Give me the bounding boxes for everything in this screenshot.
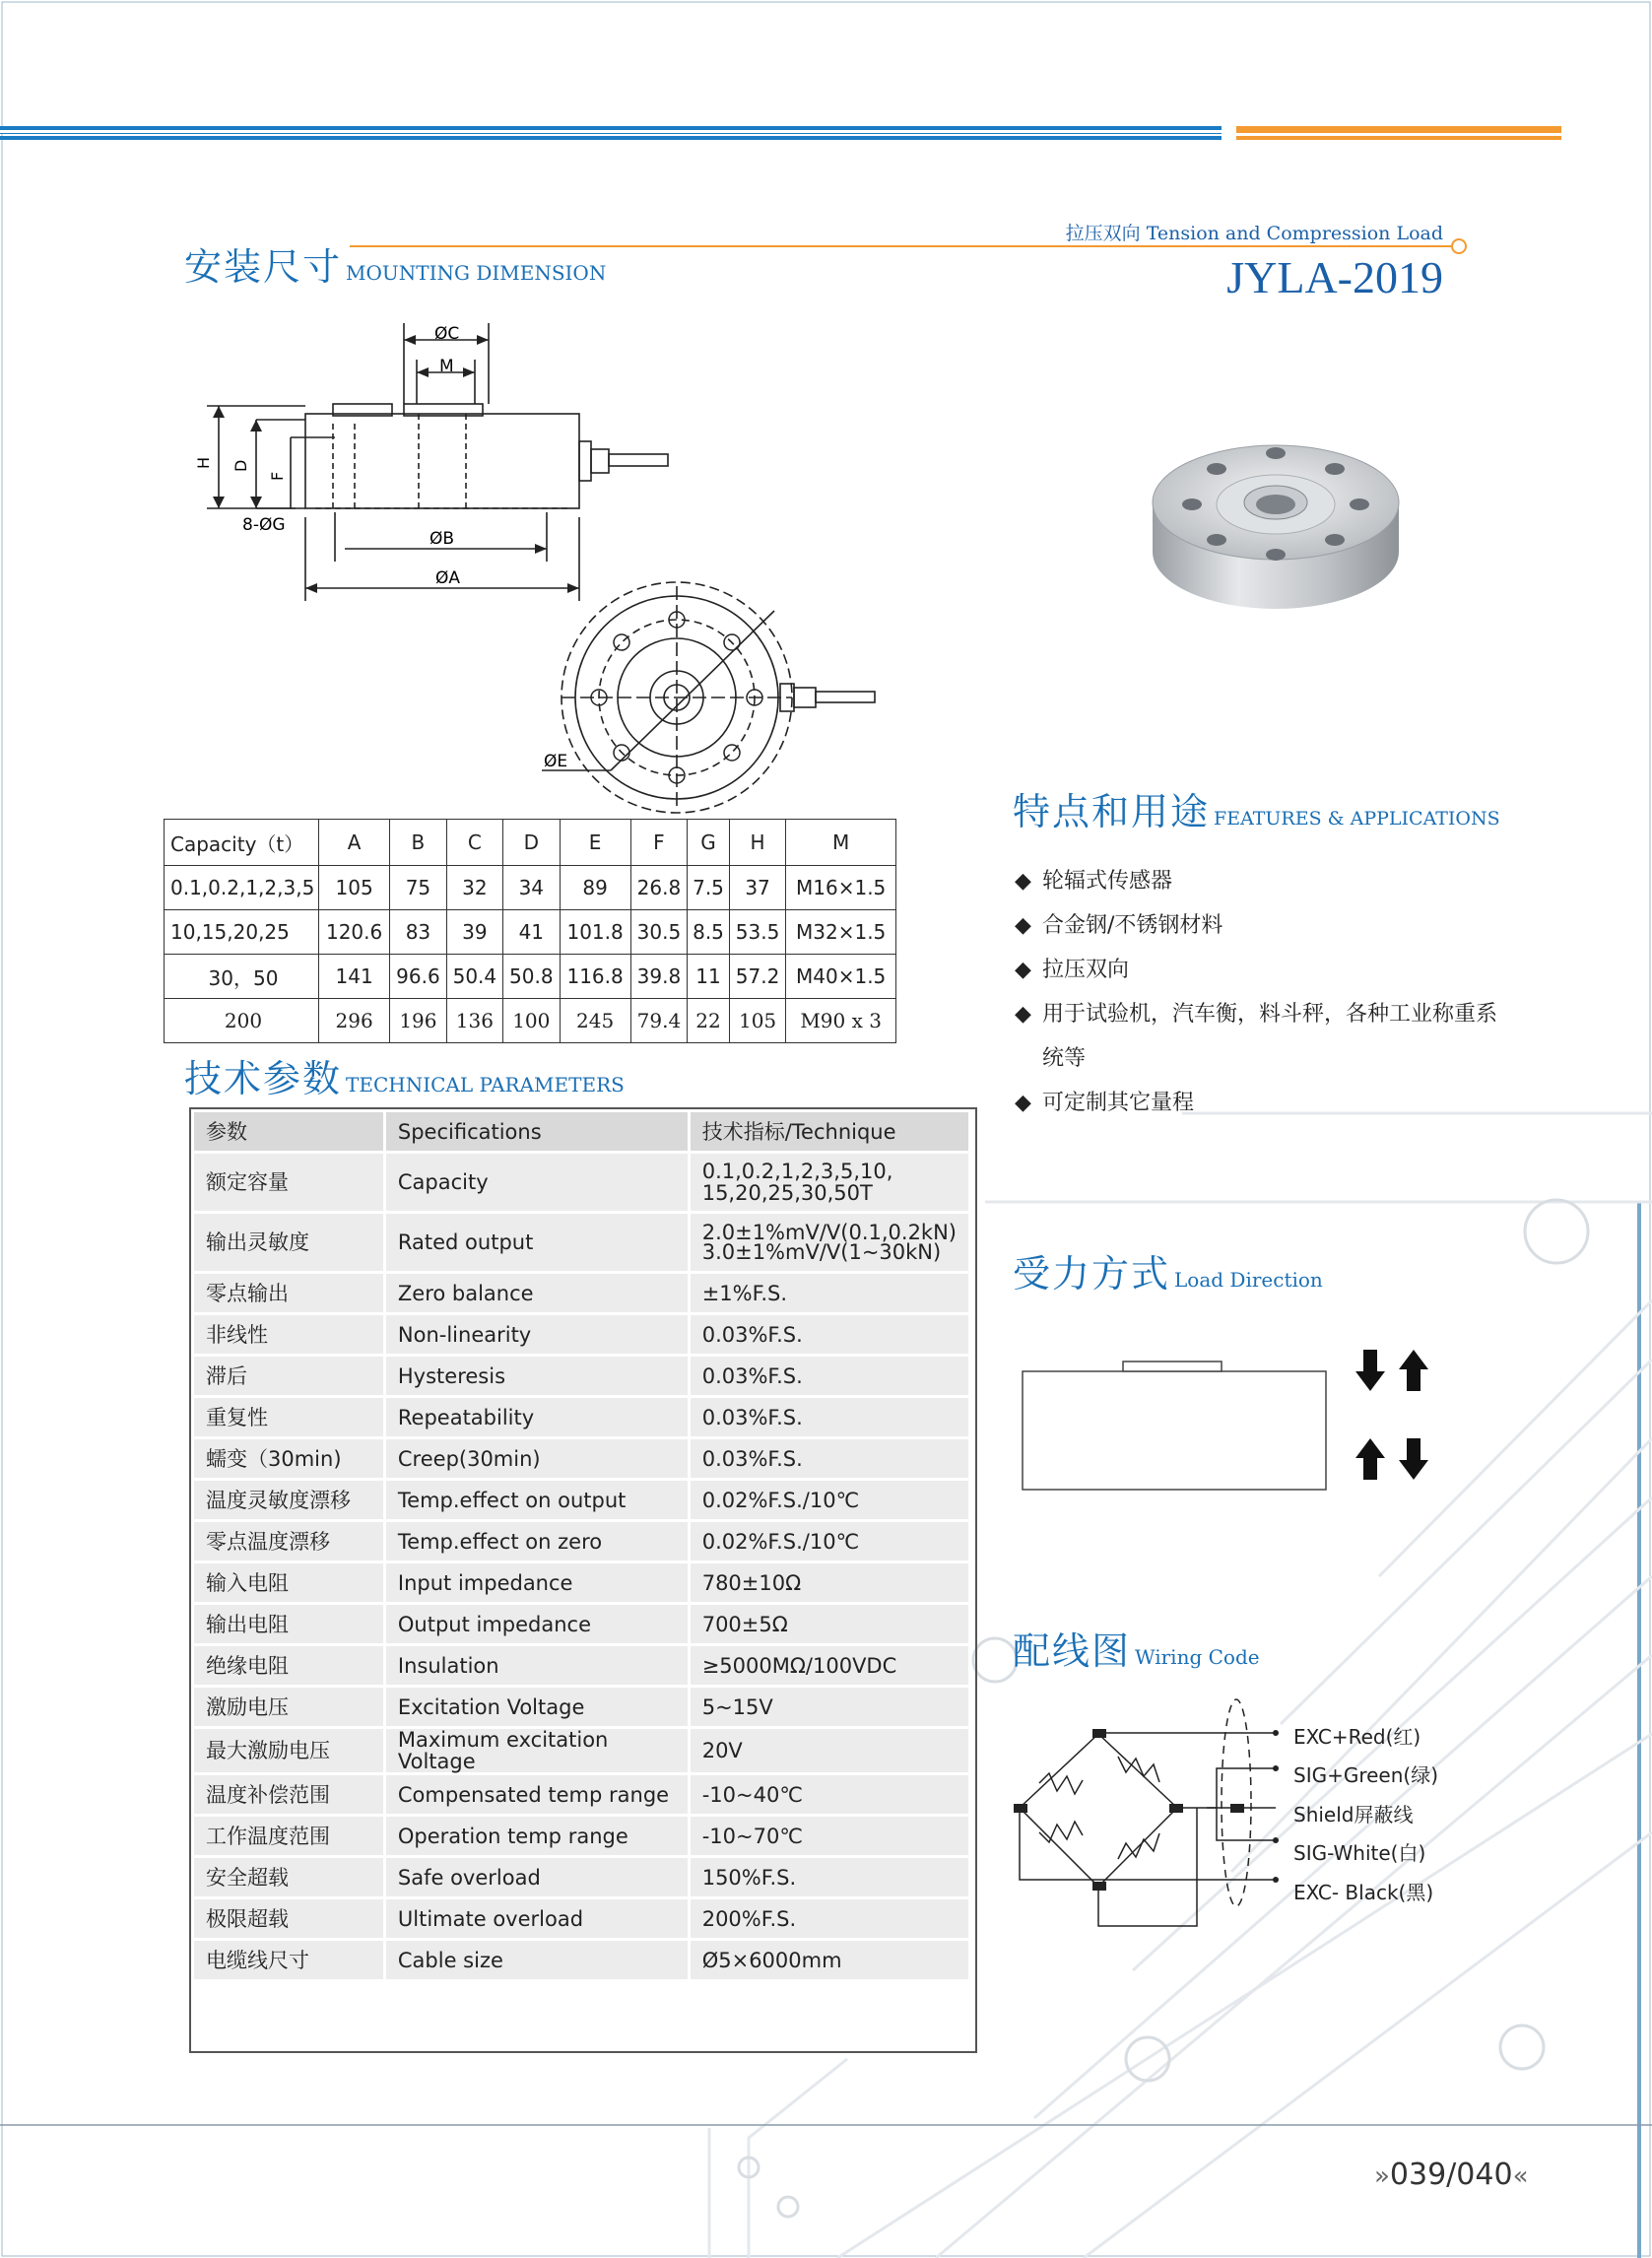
model-number: JYLA-2019: [1226, 252, 1443, 302]
tech-cell-en: Hysteresis: [384, 1356, 689, 1397]
tech-header-cell: 技术指标/Technique: [689, 1111, 969, 1153]
tech-cell-cn: 零点温度漂移: [193, 1521, 385, 1562]
dim-cell: 79.4: [630, 999, 687, 1043]
dim-header-cell: M: [786, 820, 896, 866]
tech-cell-value: [689, 1213, 969, 1273]
tech-value-line: 0.1,0.2,1,2,3,5,10,: [701, 1160, 893, 1183]
dim-header-cell: H: [729, 820, 785, 866]
dim-cell: 8.5: [688, 910, 730, 955]
table-row: [193, 1816, 970, 1857]
tech-cell-en: Operation temp range: [384, 1816, 689, 1857]
technical-title-en: TECHNICAL PARAMETERS: [346, 1073, 625, 1096]
tech-cell-value: 700±5Ω: [689, 1604, 969, 1645]
list-item: [1015, 948, 1497, 992]
double-chevron-left-icon: «: [1512, 2161, 1529, 2191]
tech-cell-cn: 输出灵敏度: [193, 1213, 385, 1273]
tech-cell-cn: 非线性: [193, 1314, 385, 1356]
table-row: [193, 1728, 970, 1774]
tech-cell-en: Excitation Voltage: [384, 1687, 689, 1728]
list-item: [1015, 859, 1497, 903]
list-item: [1015, 1081, 1497, 1125]
label-h: H: [194, 456, 213, 469]
feature-text: 可定制其它量程: [1042, 1091, 1195, 1115]
dim-cell: 0.1,0.2,1,2,3,5: [165, 866, 319, 910]
list-item: [1015, 903, 1497, 948]
dimension-table-header: [165, 820, 896, 866]
features-list: [1015, 859, 1497, 1125]
dim-cell: 50.8: [503, 955, 560, 999]
tech-cell-value: 0.02%F.S./10℃: [689, 1521, 969, 1562]
tech-cell-en: Rated output: [384, 1213, 689, 1273]
tech-cell-cn: 零点输出: [193, 1273, 385, 1314]
tech-cell-en: Safe overload: [384, 1857, 689, 1898]
table-row: [193, 1898, 970, 1940]
bullet-icon: ◆: [1015, 1091, 1031, 1115]
table-row: [193, 1604, 970, 1645]
tech-cell-cn: 最大激励电压: [193, 1728, 385, 1774]
tech-cell-en: Compensated temp range: [384, 1774, 689, 1816]
dim-cell: M16×1.5: [786, 866, 896, 910]
tech-cell-cn: 温度补偿范围: [193, 1774, 385, 1816]
dim-header-cell: A: [319, 820, 390, 866]
feature-text: 统等: [1042, 1046, 1087, 1071]
table-row: [193, 1397, 970, 1438]
dim-cell: 83: [390, 910, 446, 955]
page-number: [1374, 2158, 1528, 2192]
dim-cell: 89: [560, 866, 630, 910]
table-row: [193, 1774, 970, 1816]
features-title: [1013, 781, 1500, 835]
dim-cell: 96.6: [390, 955, 446, 999]
tech-cell-cn: 重复性: [193, 1397, 385, 1438]
label-g: 8-ØG: [242, 515, 286, 535]
table-row: [193, 1153, 970, 1213]
tech-cell-value: 0.03%F.S.: [689, 1314, 969, 1356]
tech-cell-value: 5~15V: [689, 1687, 969, 1728]
label-oe: ØE: [544, 752, 568, 771]
tech-header-cell: Specifications: [384, 1111, 689, 1153]
tech-cell-cn: 输出电阻: [193, 1604, 385, 1645]
feature-text: 轮辐式传感器: [1042, 869, 1173, 894]
tech-header-cell: 参数: [193, 1111, 385, 1153]
dim-cell: 41: [503, 910, 560, 955]
dim-cell: 32: [446, 866, 502, 910]
dim-header-cell: E: [560, 820, 630, 866]
tech-cell-value: 20V: [689, 1728, 969, 1774]
dim-header-cell: Capacity（t）: [165, 820, 319, 866]
dim-cell: 245: [560, 999, 630, 1043]
tech-cell-value: 0.02%F.S./10℃: [689, 1480, 969, 1521]
dim-cell: 11: [688, 955, 730, 999]
tech-cell-value: Ø5×6000mm: [689, 1940, 969, 1981]
bullet-icon: ◆: [1015, 1002, 1031, 1027]
table-row: [165, 866, 896, 910]
bullet-icon: ◆: [1015, 913, 1031, 938]
tech-cell-cn: 工作温度范围: [193, 1816, 385, 1857]
dim-cell: 39.8: [630, 955, 687, 999]
dim-cell: 116.8: [560, 955, 630, 999]
tech-cell-en: Capacity: [384, 1153, 689, 1213]
tech-cell-en: Temp.effect on output: [384, 1480, 689, 1521]
dim-header-cell: D: [503, 820, 560, 866]
table-row: [193, 1480, 970, 1521]
table-row: [193, 1940, 970, 1981]
tech-cell-value: 0.03%F.S.: [689, 1438, 969, 1480]
table-row: [165, 910, 896, 955]
header-stripe-orange-thin: [1236, 136, 1561, 140]
tech-cell-en: Creep(30min): [384, 1438, 689, 1480]
tech-cell-en: Maximum excitation Voltage: [384, 1728, 689, 1774]
arrow-down-icon: [1399, 1438, 1428, 1480]
wire-sig-plus: SIG+Green(绿): [1293, 1763, 1439, 1787]
dim-cell: M40×1.5: [786, 955, 896, 999]
table-row: [193, 1521, 970, 1562]
label-oa: ØA: [435, 568, 461, 588]
tech-cell-en: Zero balance: [384, 1273, 689, 1314]
side-view-drawing: [187, 315, 699, 601]
dim-cell: 50.4: [446, 955, 502, 999]
table-row: [193, 1438, 970, 1480]
table-row: [193, 1314, 970, 1356]
tech-cell-value: 780±10Ω: [689, 1562, 969, 1604]
dim-header-cell: C: [446, 820, 502, 866]
dim-cell: 57.2: [729, 955, 785, 999]
table-row: [193, 1356, 970, 1397]
header-stripe-orange: [1236, 126, 1561, 133]
bullet-icon: ◆: [1015, 958, 1031, 982]
table-row: [165, 955, 896, 999]
dim-cell: 7.5: [688, 866, 730, 910]
subtitle-cn: 拉压双向: [1065, 223, 1141, 244]
load-direction-diagram: [1015, 1350, 1468, 1507]
tech-cell-en: Insulation: [384, 1645, 689, 1687]
arrow-up-icon: [1399, 1350, 1428, 1391]
tech-cell-cn: 激励电压: [193, 1687, 385, 1728]
tech-cell-value: ±1%F.S.: [689, 1273, 969, 1314]
table-row: [193, 1857, 970, 1898]
dim-cell: 75: [390, 866, 446, 910]
tech-cell-cn: 温度灵敏度漂移: [193, 1480, 385, 1521]
tech-cell-en: Repeatability: [384, 1397, 689, 1438]
dim-cell: 30.5: [630, 910, 687, 955]
technical-table: [191, 1109, 971, 1982]
features-title-en: FEATURES & APPLICATIONS: [1214, 808, 1500, 830]
dim-cell: 200: [165, 999, 319, 1043]
dim-cell: 296: [319, 999, 390, 1043]
tech-cell-en: Temp.effect on zero: [384, 1521, 689, 1562]
header-stripe-blue-thin: [0, 136, 1222, 140]
tech-cell-en: Cable size: [384, 1940, 689, 1981]
tech-cell-value: 0.03%F.S.: [689, 1356, 969, 1397]
mounting-title-cn: 安装尺寸: [184, 245, 343, 289]
tech-cell-value: 200%F.S.: [689, 1898, 969, 1940]
dim-cell: 10,15,20,25: [165, 910, 319, 955]
label-d: D: [231, 459, 250, 472]
page-number-text: 039/040: [1389, 2158, 1513, 2192]
list-item: [1015, 992, 1497, 1036]
tech-cell-cn: 蠕变（30min): [193, 1438, 385, 1480]
technical-title-cn: 技术参数: [184, 1057, 343, 1100]
dim-cell: 26.8: [630, 866, 687, 910]
dim-cell: 53.5: [729, 910, 785, 955]
label-m: M: [439, 357, 454, 376]
dim-cell: 101.8: [560, 910, 630, 955]
dim-cell: M32×1.5: [786, 910, 896, 955]
tech-cell-value: ≥5000MΩ/100VDC: [689, 1645, 969, 1687]
technical-title: [184, 1048, 625, 1102]
tech-cell-value: 0.03%F.S.: [689, 1397, 969, 1438]
dim-header-cell: F: [630, 820, 687, 866]
product-photo: [1143, 433, 1409, 640]
tech-value-line: 15,20,25,30,50T: [701, 1181, 873, 1205]
feature-text: 合金钢/不锈钢材料: [1042, 913, 1223, 938]
table-row: [193, 1213, 970, 1273]
list-item: [1015, 1036, 1497, 1081]
double-chevron-right-icon: »: [1374, 2161, 1390, 2191]
table-row: [165, 999, 896, 1043]
tech-value-line: 3.0±1%mV/V(1~30kN): [701, 1240, 942, 1264]
product-subtitle: [1066, 219, 1443, 245]
dim-cell: 196: [390, 999, 446, 1043]
dim-cell: 105: [729, 999, 785, 1043]
tech-cell-cn: 绝缘电阻: [193, 1645, 385, 1687]
wire-exc-plus: EXC+Red(红): [1293, 1725, 1421, 1749]
dim-cell: 30，50: [165, 955, 319, 999]
dim-cell: 105: [319, 866, 390, 910]
tech-value-line: 2.0±1%mV/V(0.1,0.2kN): [701, 1221, 957, 1244]
wire-shield: Shield屏蔽线: [1293, 1803, 1414, 1826]
wire-sig-minus: SIG-White(白): [1293, 1841, 1426, 1865]
table-row: [193, 1687, 970, 1728]
tech-cell-en: Ultimate overload: [384, 1898, 689, 1940]
dim-header-cell: B: [390, 820, 446, 866]
tech-cell-cn: 安全超载: [193, 1857, 385, 1898]
tech-cell-cn: 滞后: [193, 1356, 385, 1397]
wiring-diagram: [1010, 1690, 1286, 1936]
dim-cell: 22: [688, 999, 730, 1043]
dim-cell: 100: [503, 999, 560, 1043]
tech-cell-value: -10~40℃: [689, 1774, 969, 1816]
tech-cell-en: Output impedance: [384, 1604, 689, 1645]
dim-cell: 141: [319, 955, 390, 999]
wiring-title-en: Wiring Code: [1135, 1645, 1260, 1669]
table-row: [193, 1645, 970, 1687]
dim-cell: 37: [729, 866, 785, 910]
tech-cell-value: 150%F.S.: [689, 1857, 969, 1898]
load-direction-title-cn: 受力方式: [1013, 1252, 1171, 1295]
subtitle-en: Tension and Compression Load: [1146, 223, 1443, 244]
label-ob: ØB: [430, 529, 455, 549]
wiring-title: [1013, 1621, 1260, 1675]
features-title-cn: 特点和用途: [1013, 790, 1211, 833]
dim-cell: M90 x 3: [786, 999, 896, 1043]
tech-cell-cn: 电缆线尺寸: [193, 1940, 385, 1981]
bullet-icon: ◆: [1015, 869, 1031, 894]
label-oc: ØC: [434, 324, 460, 344]
feature-text: 用于试验机，汽车衡，料斗秤，各种工业称重系: [1042, 1002, 1498, 1027]
dim-header-cell: G: [688, 820, 730, 866]
arrow-down-icon: [1355, 1350, 1385, 1391]
tech-cell-cn: 极限超载: [193, 1898, 385, 1940]
top-view-drawing: [522, 581, 896, 818]
feature-text: 拉压双向: [1042, 958, 1130, 982]
arrow-up-icon: [1355, 1438, 1385, 1480]
dim-cell: 34: [503, 866, 560, 910]
tech-cell-cn: 输入电阻: [193, 1562, 385, 1604]
tech-cell-en: Input impedance: [384, 1562, 689, 1604]
tech-cell-value: [689, 1153, 969, 1213]
load-direction-title: [1013, 1243, 1323, 1297]
header-stripe-gap: [0, 130, 1222, 133]
label-f: F: [268, 471, 287, 481]
technical-table-header: [193, 1111, 970, 1153]
dimension-table: [164, 819, 896, 1043]
dim-cell: 39: [446, 910, 502, 955]
table-row: [193, 1273, 970, 1314]
wire-exc-minus: EXC- Black(黑): [1293, 1881, 1434, 1904]
table-row: [193, 1562, 970, 1604]
tech-cell-en: Non-linearity: [384, 1314, 689, 1356]
wiring-title-cn: 配线图: [1013, 1629, 1132, 1673]
tech-cell-cn: 额定容量: [193, 1153, 385, 1213]
load-direction-title-en: Load Direction: [1174, 1268, 1323, 1292]
tech-cell-value: -10~70℃: [689, 1816, 969, 1857]
dim-cell: 120.6: [319, 910, 390, 955]
mounting-title-en: MOUNTING DIMENSION: [346, 261, 607, 285]
dim-cell: 136: [446, 999, 502, 1043]
